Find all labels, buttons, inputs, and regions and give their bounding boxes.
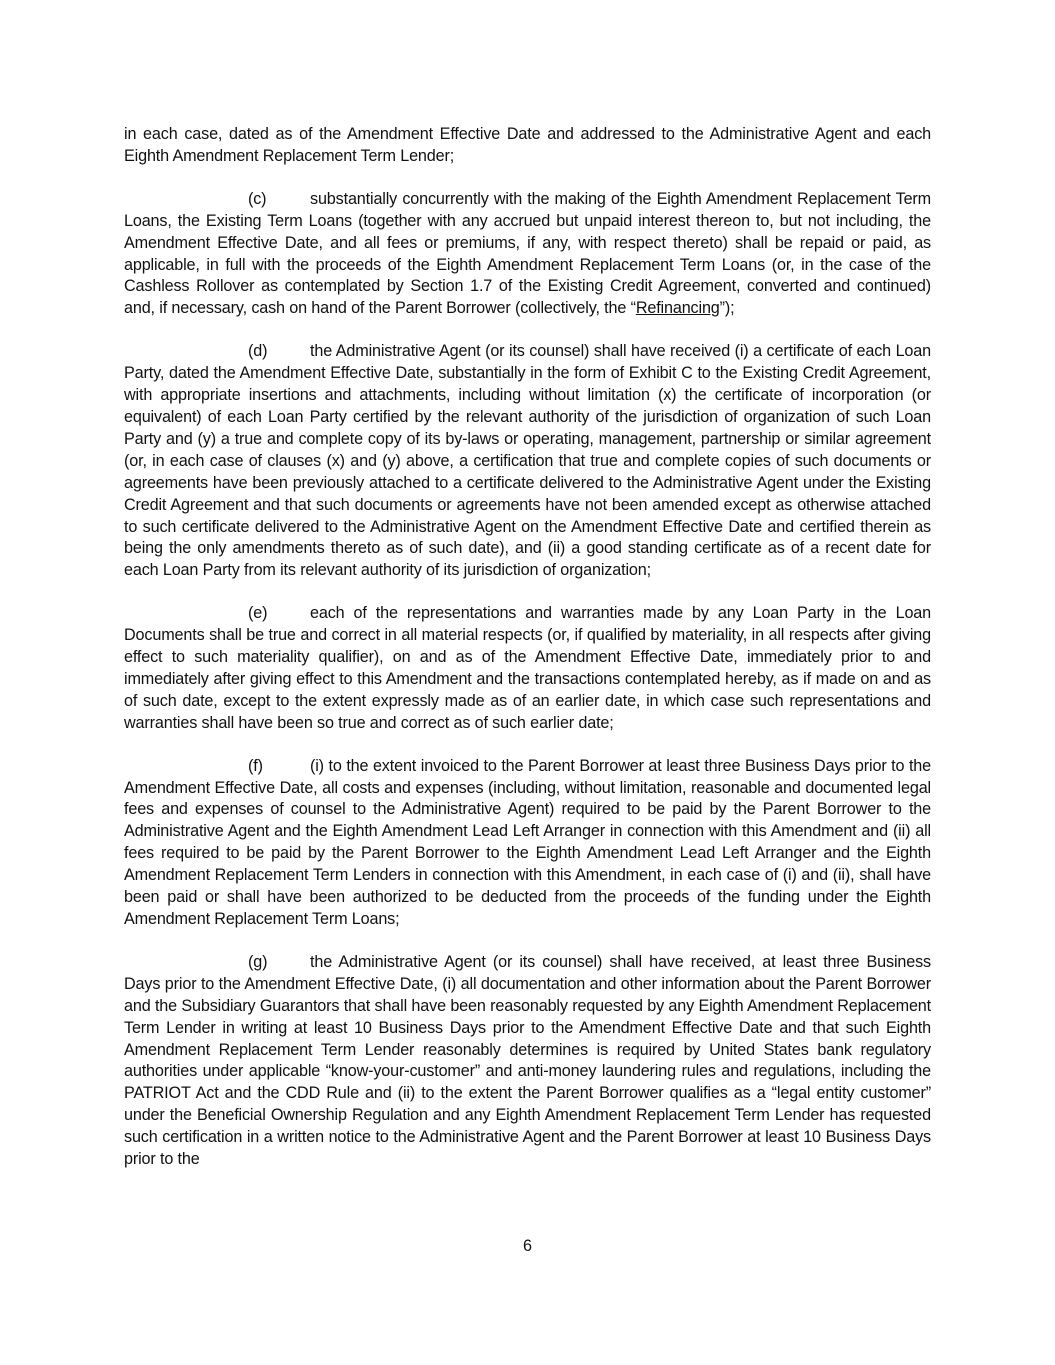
clause-c-text: substantially concurrently with the making of the Eighth Amendment Replacement Term Loans, the Existing Term Loans (together with any accrued but unpaid interest thereon to, but not including, the Amendment Effective Date, and all fees or premiums, if any, with respect thereto) shall be repaid or paid, as applicable, in full with the proceeds of the Eighth Amendment Replacement Term Loans (or, in the case of the Cashless Rollover as contemplated by Section 1.7 of the Existing Credit Agreement, converted and continued) and, if necessary, cash on hand of the Parent Borrower (collectively, the “: [124, 189, 931, 318]
clause-c: [124, 189, 931, 320]
clause-f-text: (i) to the extent invoiced to the Parent Borrower at least three Business Days prior to the Amendment Effective Date, all costs and expenses (including, without limitation, reasonable and documented legal fees and expenses of counsel to the Administrative Agent) required to be paid by the Parent Borrower to the Administrative Agent and the Eighth Amendment Lead Left Arranger in connection with this Amendment and (ii) all fees required to be paid by the Parent Borrower to the Eighth Amendment Lead Left Arranger and the Eighth Amendment Replacement Term Lenders in connection with this Amendment, in each case of (i) and (ii), shall have been paid or shall have been authorized to be deducted from the proceeds of the funding under the Eighth Amendment Replacement Term Loans;: [124, 756, 931, 928]
clause-e: [124, 603, 931, 734]
clause-d: [124, 341, 931, 582]
clause-g-text: the Administrative Agent (or its counsel) shall have received, at least three Business Days prior to the Amendment Effective Date, (i) all documentation and other information about the Parent Borrower and the Subsidiary Guarantors that shall have been reasonably requested by any Eighth Amendment Replacement Term Lender in writing at least 10 Business Days prior to the Amendment Effective Date and that such Eighth Amendment Replacement Term Lender reasonably determines is required by United States bank regulatory authorities under applicable “know-your-customer” and anti-money laundering rules and regulations, including the PATRIOT Act and the CDD Rule and (ii) to the extent the Parent Borrower qualifies as a “legal entity customer” under the Beneficial Ownership Regulation and any Eighth Amendment Replacement Term Lender has requested such certification in a written notice to the Administrative Agent and the Parent Borrower at least 10 Business Days prior to the: [124, 952, 931, 1169]
clause-d-label: (d): [248, 342, 268, 361]
clause-g: [124, 952, 931, 1171]
clause-e-label: (e): [248, 604, 268, 623]
document-page: [124, 124, 931, 1192]
lead-paragraph: in each case, dated as of the Amendment Effective Date and addressed to the Administrative Agent and each Eighth Amendment Replacement Term Lender;: [124, 125, 931, 165]
clause-g-label: (g): [248, 952, 268, 971]
clause-f: [124, 756, 931, 931]
clause-c-text-end: ”);: [719, 299, 735, 318]
defined-term-refinancing: Refinancing: [635, 299, 720, 318]
clause-e-text: each of the representations and warranties made by any Loan Party in the Loan Documents shall be true and correct in all material respects (or, if qualified by materiality, in all respects after giving effect to such materiality qualifier), on and as of the Amendment Effective Date, immediately prior to and immediately after giving effect to this Amendment and the transactions contemplated hereby, as if made on and as of such date, except to the extent expressly made as of an earlier date, in which case such representations and warranties shall have been so true and correct as of such earlier date;: [124, 604, 931, 732]
page-number: 6: [522, 1237, 532, 1255]
clause-c-label: (c): [248, 189, 267, 208]
clause-f-label: (f): [248, 756, 263, 775]
clause-d-text: the Administrative Agent (or its counsel) shall have received (i) a certificate of each Loan Party, dated the Amendment Effective Date, substantially in the form of Exhibit C to the Existing Credit Agreement, with appropriate insertions and attachments, including without limitation (x) the certificate of incorporation (or equivalent) of each Loan Party certified by the relevant authority of the jurisdiction of organization of such Loan Party and (y) a true and complete copy of its by-laws or operating, management, partnership or similar agreement (or, in each case of clauses (x) and (y) above, a certification that true and complete copies of such documents or agreements have been previously attached to a certificate delivered to the Administrative Agent under the Existing Credit Agreement and that such documents or agreements have not been amended except as otherwise attached to such certificate delivered to the Administrative Agent on the Amendment Effective Date and certified therein as being the only amendments thereto as of such date), and (ii) a good standing certificate as of a recent date for each Loan Party from its relevant authority of its jurisdiction of organization;: [124, 342, 931, 580]
